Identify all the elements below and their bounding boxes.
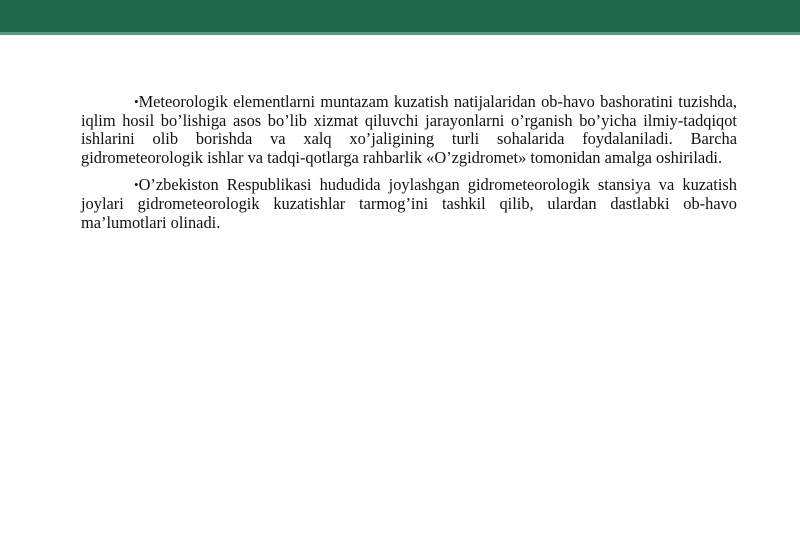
slide-body [81,93,737,241]
paragraph-2 [81,176,737,232]
paragraph-2-text: O’zbekiston Respublikasi hududida joylashgan gidrometeorologik stansiya va kuzatish joylari gidrometeorologik kuzatishlar tarmog’ini tashkil qilib, ulardan dastlabki ob-havo ma’lumotlari olinadi. [81,175,737,232]
header-divider [0,32,800,35]
paragraph-1 [81,93,737,167]
bullet-icon: • [134,177,139,193]
header-bar [0,0,800,32]
paragraph-1-text: Meteorologik elementlarni muntazam kuzatish natijalaridan ob-havo bashoratini tuzishda, iqlim hosil bo’lishiga asos bo’lib xizmat qiluvchi jarayonlarni o’rganish bo’yicha ilmiy-tadqiqot ishlarini olib borishda va xalq xo’jaligining turli sohalarida foydalaniladi. Barcha gidrometeorologik ishlar va tadqi-qotlarga rahbarlik «O’zgidromet» tomonidan amalga oshiriladi. [81,92,737,167]
bullet-icon: • [134,94,139,109]
